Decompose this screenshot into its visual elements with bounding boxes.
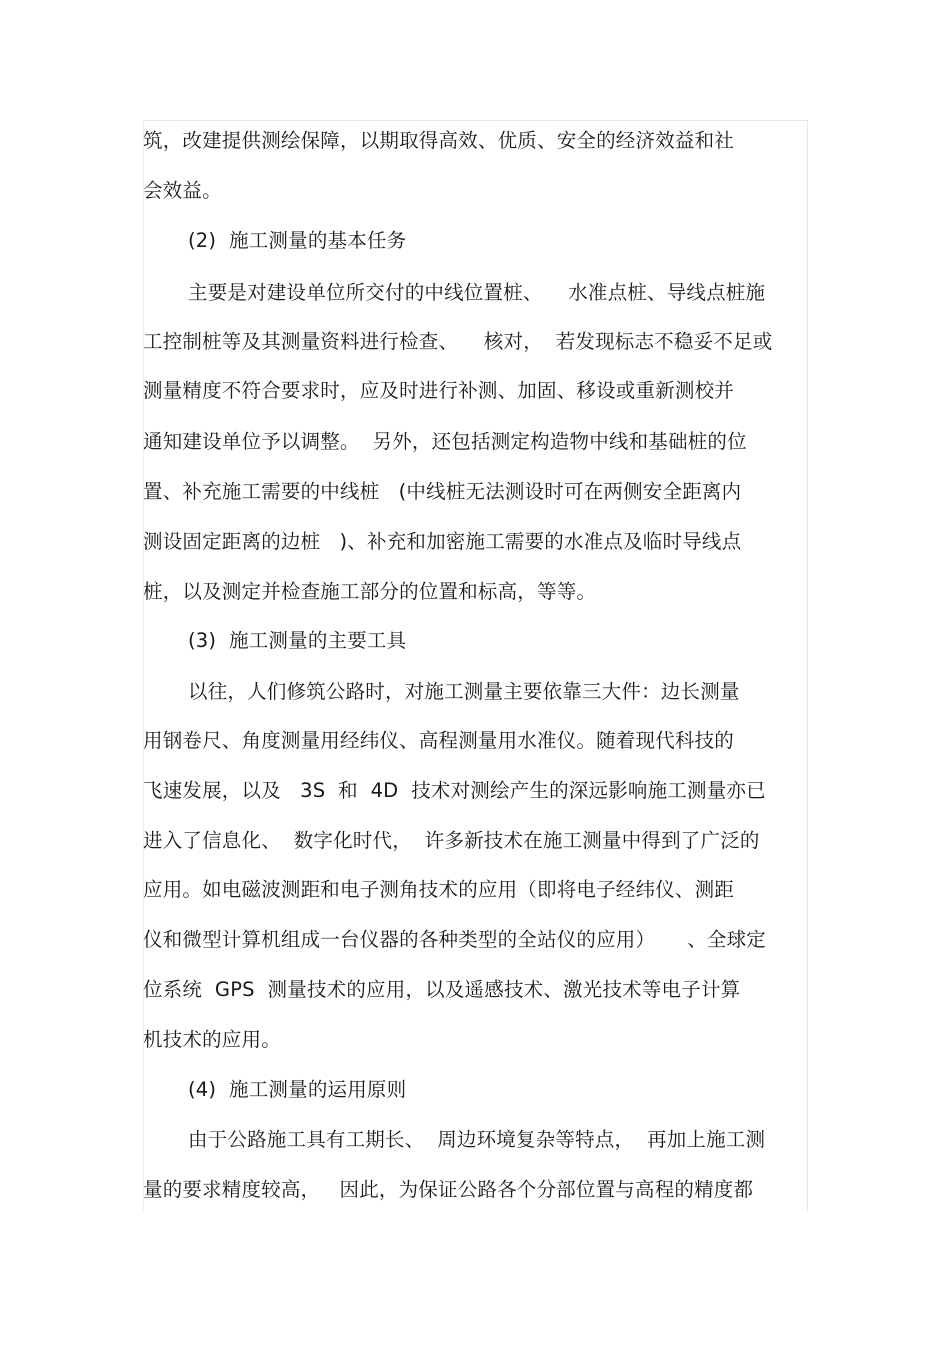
section-heading: (2) 施工测量的基本任务 <box>188 229 407 252</box>
text-line: 用钢卷尺、角度测量用经纬仪、高程测量用水准仪。随着现代科技的 <box>143 729 735 752</box>
text-line: 进入了信息化、 数字化时代， 许多新技术在施工测量中得到了广泛的 <box>143 829 760 852</box>
section-heading: (3) 施工测量的主要工具 <box>188 629 407 652</box>
paragraph-first-line: 以往，人们修筑公路时，对施工测量主要依靠三大件：边长测量 <box>188 680 740 703</box>
text-line: 应用。如电磁波测距和电子测角技术的应用（即将电子经纬仪、测距 <box>143 878 735 901</box>
text-line: 测设固定距离的边桩 )、补充和加密施工需要的水准点及临时导线点 <box>143 530 742 553</box>
paragraph-first-line: 由于公路施工具有工期长、 周边环境复杂等特点， 再加上施工测 <box>188 1128 766 1151</box>
text-line: 量的要求精度较高， 因此，为保证公路各个分部位置与高程的精度都 <box>143 1178 754 1201</box>
paragraph-first-line: 主要是对建设单位所交付的中线位置桩、 水准点桩、导线点桩施 <box>188 281 766 304</box>
text-line: 桩，以及测定并检查施工部分的位置和标高，等等。 <box>143 580 597 603</box>
text-line: 会效益。 <box>143 179 222 202</box>
text-line: 位系统 GPS 测量技术的应用，以及遥感技术、激光技术等电子计算 <box>143 978 741 1001</box>
text-line: 飞速发展，以及 3S 和 4D 技术对测绘产生的深远影响施工测量亦已 <box>143 779 766 802</box>
text-line: 测量精度不符合要求时，应及时进行补测、加固、移设或重新测校并 <box>143 379 735 402</box>
text-line: 筑，改建提供测绘保障，以期取得高效、优质、安全的经济效益和社 <box>143 129 735 152</box>
page-frame-top-border <box>143 120 808 121</box>
page-frame-right-border <box>807 120 808 1212</box>
text-line: 仪和微型计算机组成一台仪器的各种类型的全站仪的应用） 、全球定 <box>143 928 766 951</box>
text-line: 置、补充施工需要的中线桩 (中线桩无法测设时可在两侧安全距离内 <box>143 480 742 503</box>
text-line: 工控制桩等及其测量资料进行检查、 核对， 若发现标志不稳妥不足或 <box>143 330 773 353</box>
text-line: 通知建设单位予以调整。 另外，还包括测定构造物中线和基础桩的位 <box>143 430 747 453</box>
text-line: 机技术的应用。 <box>143 1028 281 1051</box>
section-heading: (4) 施工测量的运用原则 <box>188 1078 407 1101</box>
